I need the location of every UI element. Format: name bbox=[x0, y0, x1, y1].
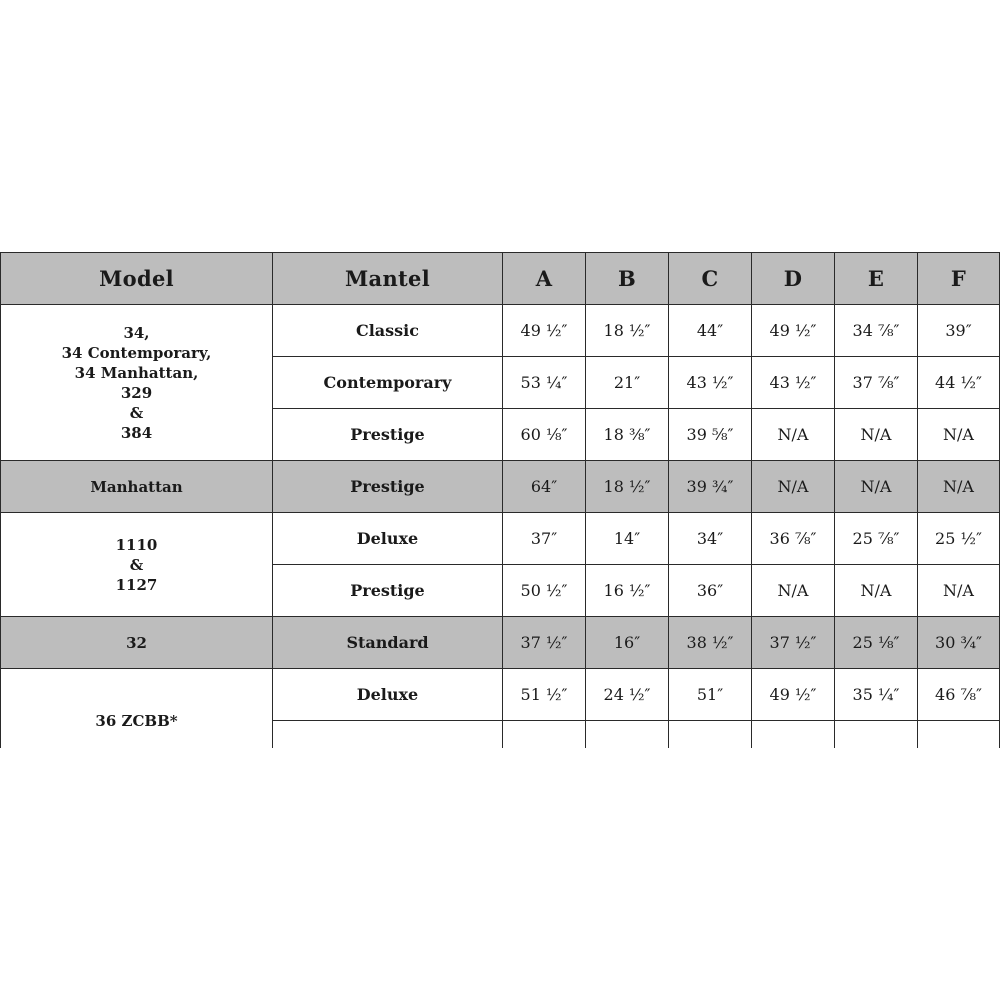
dimension-a-cell: 64″ bbox=[503, 461, 586, 513]
model-name-line: 34 Contemporary, bbox=[61, 343, 212, 362]
table-row bbox=[1, 617, 1000, 669]
dimension-b-cell bbox=[586, 721, 669, 749]
dimension-a-cell: 50 ½″ bbox=[503, 565, 586, 617]
table-row bbox=[1, 305, 1000, 357]
dimension-c-cell: 43 ½″ bbox=[669, 357, 752, 409]
model-name-line: 1127 bbox=[115, 575, 158, 594]
dimension-b-cell: 18 ½″ bbox=[586, 305, 669, 357]
dimension-a-cell: 60 ⅛″ bbox=[503, 409, 586, 461]
model-cell bbox=[1, 617, 273, 669]
mantel-cell: Deluxe bbox=[273, 669, 503, 721]
column-header-b: B bbox=[586, 253, 669, 305]
model-cell bbox=[1, 513, 273, 617]
dimension-b-cell: 16″ bbox=[586, 617, 669, 669]
dimension-f-cell: 44 ½″ bbox=[918, 357, 1000, 409]
dimension-b-cell: 14″ bbox=[586, 513, 669, 565]
dimension-a-cell: 37″ bbox=[503, 513, 586, 565]
dimension-c-cell: 34″ bbox=[669, 513, 752, 565]
dimension-c-cell: 38 ½″ bbox=[669, 617, 752, 669]
dimension-f-cell: 30 ¾″ bbox=[918, 617, 1000, 669]
dimension-e-cell: 34 ⅞″ bbox=[835, 305, 918, 357]
dimension-d-cell: 37 ½″ bbox=[752, 617, 835, 669]
model-cell bbox=[1, 669, 273, 749]
dimension-e-cell: N/A bbox=[835, 461, 918, 513]
dimension-d-cell bbox=[752, 721, 835, 749]
column-header-c: C bbox=[669, 253, 752, 305]
table-row bbox=[1, 513, 1000, 565]
model-name-line: 36 ZCBB* bbox=[95, 712, 178, 730]
column-header-f: F bbox=[918, 253, 1000, 305]
mantel-cell bbox=[273, 721, 503, 749]
dimension-b-cell: 21″ bbox=[586, 357, 669, 409]
dimension-d-cell: N/A bbox=[752, 461, 835, 513]
dimension-f-cell bbox=[918, 721, 1000, 749]
model-name-line: & bbox=[129, 403, 144, 422]
column-header-a: A bbox=[503, 253, 586, 305]
model-name-line: 329 bbox=[120, 383, 153, 402]
column-header-d: D bbox=[752, 253, 835, 305]
model-name-line: Manhattan bbox=[90, 477, 183, 496]
table-body bbox=[1, 253, 1000, 749]
table-row bbox=[1, 669, 1000, 721]
dimension-f-cell: N/A bbox=[918, 461, 1000, 513]
dimension-d-cell: 49 ½″ bbox=[752, 669, 835, 721]
dimension-e-cell: N/A bbox=[835, 409, 918, 461]
dimension-b-cell: 16 ½″ bbox=[586, 565, 669, 617]
table-row bbox=[1, 461, 1000, 513]
dimension-a-cell: 53 ¼″ bbox=[503, 357, 586, 409]
dimension-c-cell bbox=[669, 721, 752, 749]
dimension-e-cell: 37 ⅞″ bbox=[835, 357, 918, 409]
mantel-cell: Prestige bbox=[273, 565, 503, 617]
dimension-b-cell: 18 ½″ bbox=[586, 461, 669, 513]
dimension-f-cell: N/A bbox=[918, 565, 1000, 617]
model-name-line: 34, bbox=[123, 323, 150, 342]
dimension-e-cell: 25 ⅞″ bbox=[835, 513, 918, 565]
mantel-dimensions-table bbox=[0, 252, 1000, 748]
dimension-f-cell: 46 ⅞″ bbox=[918, 669, 1000, 721]
dimension-d-cell: N/A bbox=[752, 409, 835, 461]
column-header-model: Model bbox=[1, 253, 273, 305]
dimension-a-cell: 51 ½″ bbox=[503, 669, 586, 721]
dimension-f-cell: 39″ bbox=[918, 305, 1000, 357]
dimension-c-cell: 44″ bbox=[669, 305, 752, 357]
dimension-b-cell: 24 ½″ bbox=[586, 669, 669, 721]
dimension-d-cell: 43 ½″ bbox=[752, 357, 835, 409]
model-name-line: & bbox=[129, 555, 144, 574]
column-header-mantel: Mantel bbox=[273, 253, 503, 305]
dimension-c-cell: 36″ bbox=[669, 565, 752, 617]
dimension-d-cell: 49 ½″ bbox=[752, 305, 835, 357]
spec-table-viewport bbox=[0, 252, 1000, 748]
column-header-e: E bbox=[835, 253, 918, 305]
dimension-e-cell: 35 ¼″ bbox=[835, 669, 918, 721]
mantel-cell: Deluxe bbox=[273, 513, 503, 565]
model-cell bbox=[1, 461, 273, 513]
dimension-e-cell: 25 ⅛″ bbox=[835, 617, 918, 669]
dimension-d-cell: 36 ⅞″ bbox=[752, 513, 835, 565]
dimension-f-cell: N/A bbox=[918, 409, 1000, 461]
dimension-b-cell: 18 ⅜″ bbox=[586, 409, 669, 461]
dimension-c-cell: 51″ bbox=[669, 669, 752, 721]
model-name-line: 384 bbox=[120, 423, 153, 442]
dimension-e-cell bbox=[835, 721, 918, 749]
dimension-a-cell: 49 ½″ bbox=[503, 305, 586, 357]
dimension-d-cell: N/A bbox=[752, 565, 835, 617]
mantel-cell: Classic bbox=[273, 305, 503, 357]
model-name-line: 1110 bbox=[115, 535, 158, 554]
dimension-e-cell: N/A bbox=[835, 565, 918, 617]
dimension-c-cell: 39 ⅝″ bbox=[669, 409, 752, 461]
model-name-line: 34 Manhattan, bbox=[74, 363, 199, 382]
mantel-cell: Standard bbox=[273, 617, 503, 669]
model-cell bbox=[1, 305, 273, 461]
mantel-cell: Prestige bbox=[273, 409, 503, 461]
header-row bbox=[1, 253, 1000, 305]
dimension-f-cell: 25 ½″ bbox=[918, 513, 1000, 565]
mantel-cell: Prestige bbox=[273, 461, 503, 513]
dimension-a-cell: 37 ½″ bbox=[503, 617, 586, 669]
dimension-a-cell bbox=[503, 721, 586, 749]
model-name-line: 32 bbox=[126, 633, 147, 652]
mantel-cell: Contemporary bbox=[273, 357, 503, 409]
dimension-c-cell: 39 ¾″ bbox=[669, 461, 752, 513]
